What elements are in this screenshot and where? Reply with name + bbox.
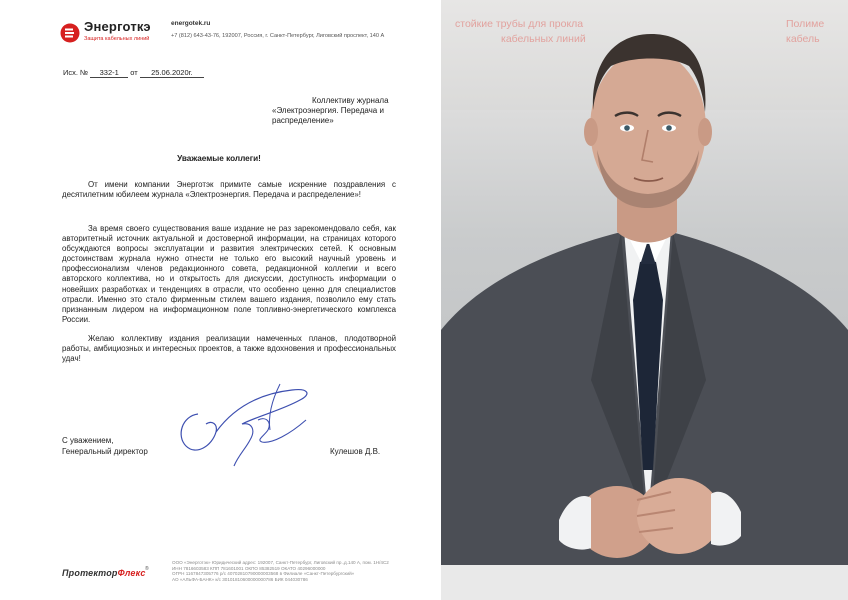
letter-paragraph: От имени компании Энерготэк примите самые искренние поздравления с десятилетним юбилеем журнала «Электроэнергия. Передача и распределение»! — [62, 180, 396, 200]
protektorflex-logo — [62, 568, 146, 578]
addressee-line: Коллективу журнала — [312, 96, 389, 105]
addressee — [272, 96, 402, 126]
addressee-line: «Электроэнергия. Передача и — [272, 106, 384, 115]
portrait-photo — [441, 0, 848, 600]
banner-text: кабель — [786, 33, 820, 45]
footer-logo-accent: Флекс — [117, 568, 146, 578]
brand-tagline: Защита кабельных линий — [84, 36, 150, 42]
closing-regards: С уважением, — [62, 436, 114, 445]
footer-legal-line: АО «АЛЬФА-БАНК» к/с 30101810600000000786 БИК 044030786 — [172, 576, 308, 582]
signer-name: Кулешов Д.В. — [330, 447, 381, 456]
handwritten-signature — [172, 380, 332, 470]
company-website: energotek.ru — [171, 20, 211, 27]
footer-logo-main: Протектор — [62, 568, 118, 578]
company-address: +7 (812) 643-43-76, 192007, Россия, г. Санкт-Петербург, Лиговский проспект, 140 А — [171, 33, 385, 39]
reference-from: от — [130, 68, 138, 77]
man-portrait-illustration — [441, 0, 848, 600]
footer-legal-line: ИНН 7816603583 КПП 781601001 ОКПО 85382519 ОКАТО 40296000000 — [172, 565, 326, 571]
letter-paragraph: За время своего существования ваше издание не раз зарекомендовало себя, как авторитетный источник актуальной и достоверной информации, на страницах которого обсуждаются вопросы эксплуатации и развития электрических сетей. К основным достоинствам журнала нужно отнести не только его высокий научный уровень и профессионализм членов редакционного совета, редакционной коллегии и всего авторского коллектива, но и открытость для дискуссии, доступность информации о новейших разработках и тенденциях в отрасли, что особенно ценно для специалистов отрасли. Именно это стало фирменным стилем вашего издания, позволило ему стать признанным лидером на информационном поле топливно-энергетического комплекса России. — [62, 224, 396, 324]
registered-mark: ® — [145, 566, 149, 572]
footer-legal — [172, 560, 402, 582]
signer-title: Генеральный директор — [62, 447, 148, 456]
banner-text: Полиме — [786, 18, 825, 30]
letter-paragraph: Желаю коллективу издания реализации намеченных планов, плодотворной работы, амбициозных и интересных проектов, а также вдохновения и профессиональных удач! — [62, 334, 396, 364]
reference-number: 332-1 — [90, 68, 128, 78]
energotek-logo-icon — [60, 23, 80, 43]
footer-legal-line: ООО «Энерготэк» Юридический адрес: 192007, Санкт-Петербург, Лиговский пр.,д.140 А, пом. 1Н/4С2 — [172, 560, 389, 565]
brand-name: Энерготкэ — [84, 19, 151, 34]
salutation: Уважаемые коллеги! — [177, 154, 261, 163]
banner-text: стойкие трубы для прокла — [455, 18, 584, 30]
reference-line — [63, 68, 204, 78]
footer-legal-line: ОГРН 1167847305776 р/с 40702810790000003568 в Филиале «Санкт-Петербургский» — [172, 571, 355, 577]
addressee-line: распределение» — [272, 116, 334, 125]
reference-date: 25.06.2020г. — [140, 68, 204, 78]
banner-text: кабельных линий — [501, 33, 586, 45]
reference-prefix: Исх. № — [63, 68, 89, 77]
